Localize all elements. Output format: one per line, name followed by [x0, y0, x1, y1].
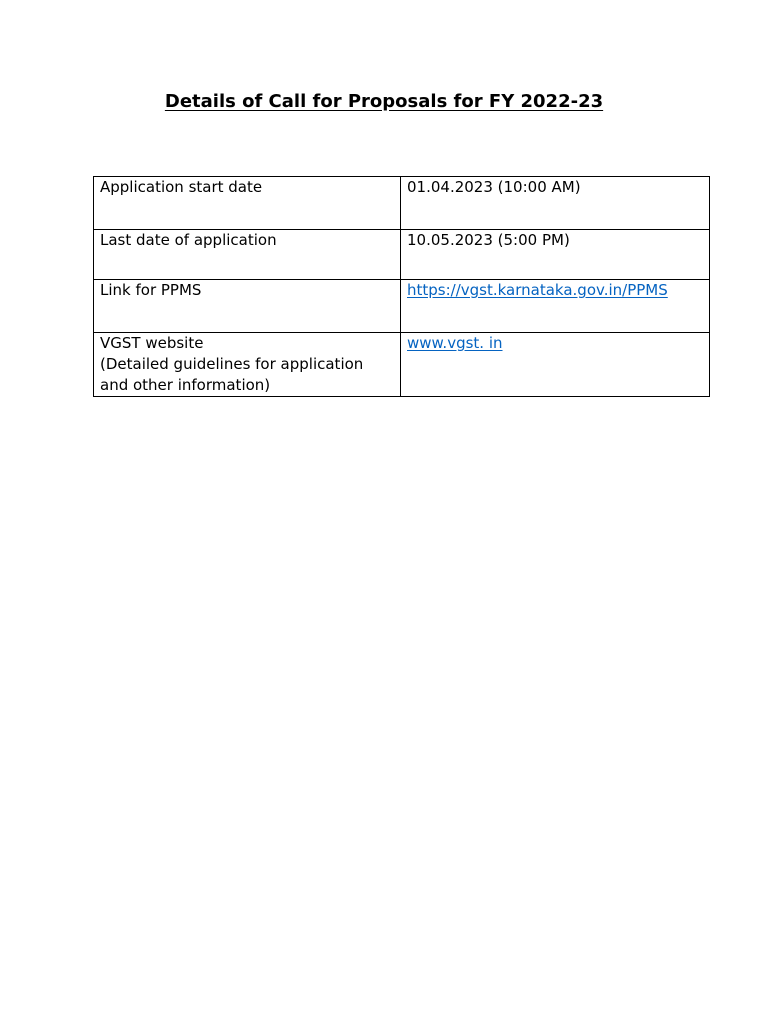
last-date-value: 10.05.2023 (5:00 PM): [407, 231, 570, 249]
document-title: Details of Call for Proposals for FY 2022-23: [164, 91, 604, 112]
application-start-date-value: 01.04.2023 (10:00 AM): [407, 178, 581, 196]
row-value: [401, 177, 710, 230]
ppms-link[interactable]: https://vgst.karnataka.gov.in/PPMS: [407, 281, 668, 299]
row-label: [94, 333, 401, 397]
table-row: [94, 177, 710, 230]
table-row: [94, 333, 710, 397]
table-row: [94, 280, 710, 333]
row-label: [94, 177, 401, 230]
row-label: [94, 280, 401, 333]
row-label: [94, 230, 401, 280]
vgst-website-note: (Detailed guidelines for application and other information): [100, 355, 364, 394]
row-value: [401, 230, 710, 280]
application-start-date-label: Application start date: [100, 178, 263, 196]
last-date-label: Last date of application: [100, 231, 277, 249]
vgst-website-label: VGST website: [100, 334, 204, 352]
ppms-link-label: Link for PPMS: [100, 281, 202, 299]
row-value: [401, 280, 710, 333]
proposal-details-table: [93, 176, 710, 397]
table-row: [94, 230, 710, 280]
row-value: [401, 333, 710, 397]
vgst-website-link[interactable]: www.vgst. in: [407, 334, 503, 352]
